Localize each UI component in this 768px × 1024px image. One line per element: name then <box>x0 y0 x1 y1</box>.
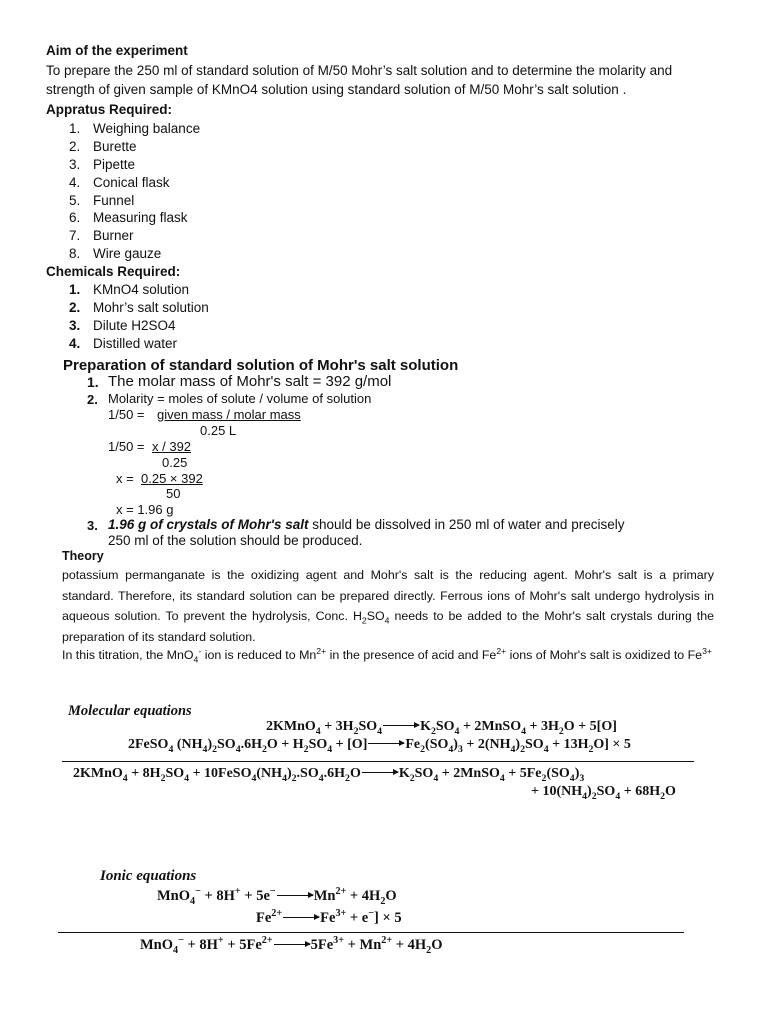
ionic-equations-heading: Ionic equations <box>100 868 197 884</box>
list-number: 3. <box>69 318 81 333</box>
aim-heading: Aim of the experiment <box>46 43 188 58</box>
dissolve-statement <box>108 517 624 532</box>
ionic-equation-2: $Fe^{2+}$ $Fe^{3+} + e^-] \times 5$ <box>256 908 402 926</box>
list-item: Dilute H2SO4 <box>93 318 176 333</box>
list-number: 2. <box>69 300 81 315</box>
calc-result: x = 1.96 g <box>116 502 174 517</box>
theory-paragraph-1: potassium permanganate is the oxidizing agent and Mohr's salt is the reducing agent. Mohr's salt is a primary standard. Therefore, its standard solution can be prepared directly. Ferrous ions of Mohr's salt undergo hydrolysis in aqueous solution. To prevent the hydrolysis, Conc. $H_2SO_4$ needs to be added to the Mohr's salt crystals during the preparation of its standard solution. <box>62 568 714 644</box>
calc-line-2-left: 1/50 = <box>108 439 145 454</box>
step-number: 3. <box>87 518 98 533</box>
calc-line-1-numerator: given mass / molar mass <box>157 407 301 422</box>
list-item: Measuring flask <box>93 210 188 225</box>
calc-line-3-denominator: 50 <box>166 486 181 501</box>
list-item: Burner <box>93 228 134 243</box>
list-item: KMnO4 solution <box>93 282 190 297</box>
arrow-icon <box>283 917 319 918</box>
chemicals-heading: Chemicals Required: <box>46 264 181 279</box>
step-number: 1. <box>87 374 99 390</box>
list-item: Wire gauze <box>93 246 162 261</box>
arrow-icon <box>277 895 313 896</box>
list-item: Funnel <box>93 193 135 208</box>
theory-heading: Theory <box>62 549 104 563</box>
aim-text-line-2: strength of given sample of KMnO4 solution using standard solution of M/50 Mohr’s salt solution . <box>46 82 627 97</box>
list-number: 1. <box>69 121 81 136</box>
step-number: 2. <box>87 392 98 407</box>
dissolve-bold-text: 1.96 g of crystals of Mohr's salt <box>108 517 309 532</box>
list-item: Conical flask <box>93 175 170 190</box>
calc-line-1-left: 1/50 = <box>108 407 145 422</box>
list-number: 7. <box>69 228 81 243</box>
molecular-equation-net-continued: + $10(NH_4)_2SO_4 + 68H_2O$ <box>531 784 676 802</box>
molar-mass-statement: The molar mass of Mohr's salt = 392 g/mol <box>108 373 392 390</box>
ionic-equation-1: MnO$_4$− + 8H+ + 5e− $Mn^{2+} + 4H_2O$ <box>157 886 397 907</box>
molecular-equation-1: 2KMnO$_4$ + $3H_2SO_4$ $K_2SO_4$ + 2MnSO$_4$ + $3H_2O + 5[O]$ <box>266 719 617 737</box>
list-number: 6. <box>69 210 81 225</box>
calc-line-1-denominator: 0.25 L <box>200 423 237 438</box>
molarity-statement: Molarity = moles of solute / volume of solution <box>108 391 372 406</box>
aim-text-line-1: To prepare the 250 ml of standard solution of M/50 Mohr’s salt solution and to determine the molarity and <box>46 63 673 78</box>
arrow-icon <box>368 743 404 744</box>
list-item: Mohr’s salt solution <box>93 300 209 315</box>
arrow-icon <box>362 772 398 773</box>
equation-divider <box>62 761 694 762</box>
list-item: Weighing balance <box>93 121 201 136</box>
theory-paragraph-2: In this titration, the MnO$_4$- ion is reduced to $Mn^{2+}$ in the presence of acid and $Fe^{2+}$ ions of Mohr's salt is oxidized to $Fe^{3+}$ <box>62 645 712 665</box>
list-number: 2. <box>69 139 81 154</box>
calc-line-2-denominator: 0.25 <box>162 455 188 470</box>
molecular-equation-net: 2KMnO$_4$ + $8H_2SO_4$ + $10FeSO_4(NH_4)_2.SO_4.6H_2O$ $K_2SO_4$ + 2MnSO$_4$ + $5Fe_2(SO_4)_3$ <box>73 766 585 784</box>
list-number: 5. <box>69 193 81 208</box>
arrow-icon <box>383 725 419 726</box>
list-item: Burette <box>93 139 137 154</box>
calc-line-3-left: x = <box>116 471 134 486</box>
molecular-equation-2: 2FeSO$_4$ $(NH_4)_2SO_4.6H_2O + H_2SO_4 + [O] Fe_2(SO_4)_3 + 2(NH_4)_2SO_4 + 13H_2O] \times 5$ <box>128 737 631 755</box>
preparation-heading: Preparation of standard solution of Mohr's salt solution <box>63 357 459 374</box>
ionic-equation-net: $MnO_4^- + 8H^+ + 5Fe^{2+}$ $5Fe^{3+} + Mn^{2+} + 4H_2O$ <box>140 935 443 956</box>
dissolve-statement-line-2: 250 ml of the solution should be produced. <box>108 533 363 548</box>
arrow-icon <box>274 944 310 945</box>
list-number: 8. <box>69 246 81 261</box>
dissolve-rest-text: should be dissolved in 250 ml of water and precisely <box>308 517 625 532</box>
list-item: Distilled water <box>93 336 178 351</box>
list-number: 4. <box>69 336 81 351</box>
apparatus-heading: Appratus Required: <box>46 102 173 117</box>
ionic-divider <box>58 932 684 933</box>
calc-line-3-numerator: 0.25 × 392 <box>141 471 203 486</box>
list-number: 3. <box>69 157 81 172</box>
calc-line-2-numerator: x / 392 <box>152 439 192 454</box>
list-number: 4. <box>69 175 81 190</box>
list-number: 1. <box>69 282 81 297</box>
molecular-equations-heading: Molecular equations <box>68 703 192 719</box>
list-item: Pipette <box>93 157 136 172</box>
